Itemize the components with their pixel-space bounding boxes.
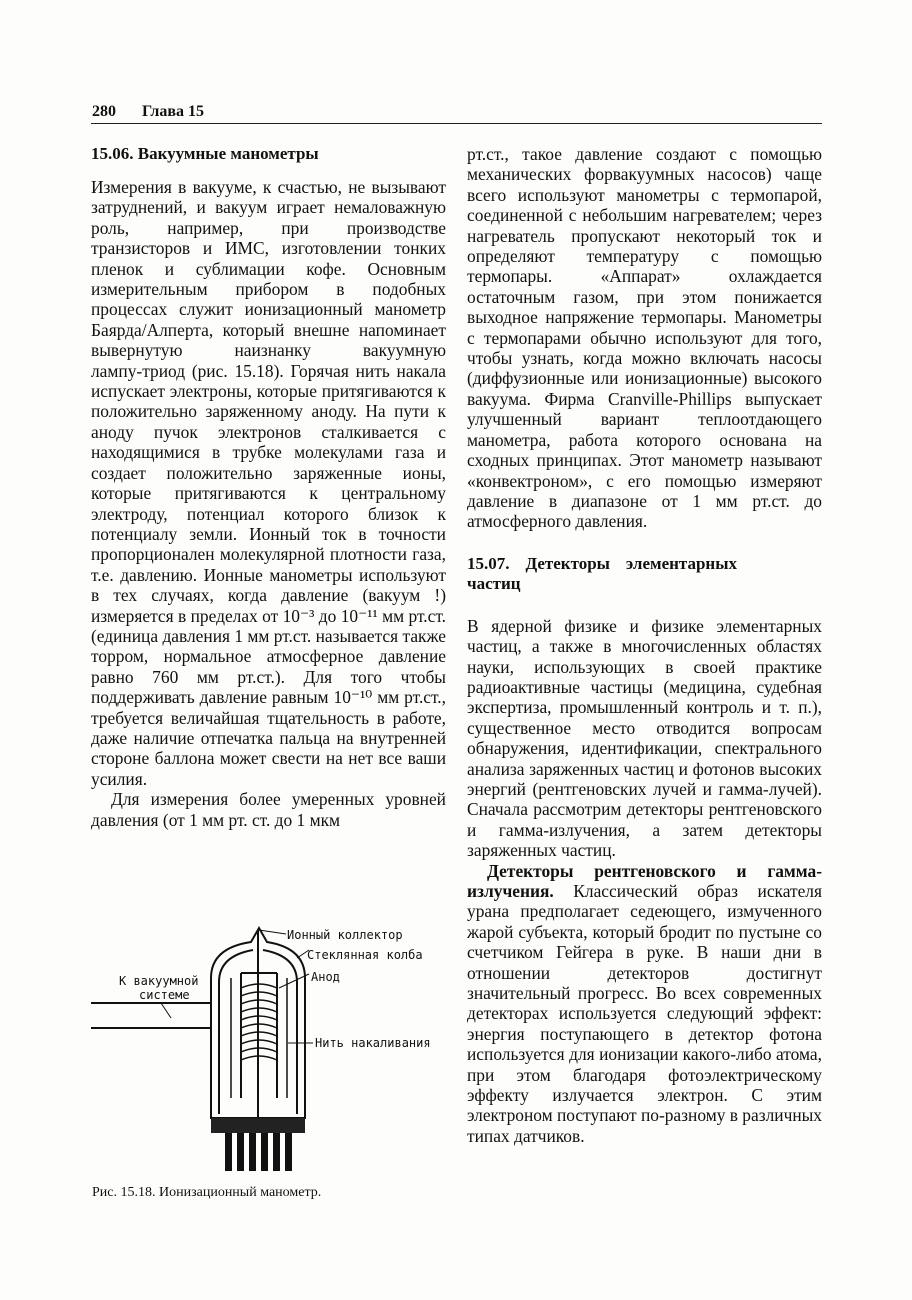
paragraph-thermocouple: рт.ст., такое давление создают с помощью механических форвакуумных насосов) чаще всего используют манометры с термопарой, соединенной с небольшим нагревателем; через нагреватель пропускают некоторый ток и определяют температуру с помощью термопары. «Аппарат» охлаждается остаточным газом, при этом понижается выходное напряжение термопары. Манометры с термопарами обычно используют для того, чтобы узнать, когда можно включать насосы (диффузионные или ионизационные) высокого вакуума. Фирма Cranville-Phillips выпускает улучшенный вариант теплоотдающего манометра, работа которого основана на сходных принципах. Этот манометр называют «конвектроном», с его помощью измеряют давление в диапазоне от 1 мм рт.ст. до атмосферного давления. <box>467 144 822 532</box>
label-anode: Анод <box>311 970 340 984</box>
left-column <box>91 144 446 830</box>
right-column <box>467 144 822 1146</box>
subheading-xray-gamma: Детекторы рентгеновского и гамма-излучения. <box>467 860 822 901</box>
label-glass-bulb: Стеклянная колба <box>307 948 423 962</box>
figure-ion-gauge <box>91 918 451 1178</box>
figure-caption: Рис. 15.18. Ионизационный манометр. <box>92 1185 322 1200</box>
label-vacuum-system-2: системе <box>139 988 190 1002</box>
paragraph-vacuum-intro: Измерения в вакууме, к счастью, не вызывают затруднений, и вакуум играет немаловажную роль, например, при производстве транзисторов и ИМС, изготовлении тонких пленок и сублимации кофе. Основным измерительным прибором в подобных процессах служит ионизационный манометр Баярда/Алперта, который внешне напоминает вывернутую наизнанку вакуумную лампу‑триод (рис. 15.18). Горячая нить накала испускает электроны, которые притягиваются к положительно заряженному аноду. На пути к аноду пучок электронов сталкивается с находящимися в трубке молекулами газа и создает положительно заряженные ионы, которые притягиваются к центральному электроду, потенциал которого близок к потенциалу земли. Ионный ток в точности пропорционален молекулярной плотности газа, т.е. давлению. Ионные манометры используют в тех случаях, когда давление (вакуум !) измеряется в пределах от 10⁻³ до 10⁻¹¹ мм рт.ст. (единица давления 1 мм рт.ст. называется также торром, нормальное атмосферное давление равно 760 мм рт.ст.). Для того чтобы поддерживать давление равным 10⁻¹⁰ мм рт.ст., требуется величайшая тщательность в работе, даже наличие отпечатка пальца на внутренней стороне баллона может свести на нет все ваши усилия. <box>91 177 446 789</box>
paragraph-xray-body: Классический образ искателя урана предполагает седеющего, измученного жарой субъекта, который бродит по пустыне со счетчиком Гейгера в руке. В наши дни в отношении детекторов достигнут значительный прогресс. Во всех современных детекторах используется следующий эффект: энергия поступающего в детектор фотона используется для ионизации какого-либо атома, при этом благодаря фотоэлектрическому эффекту излучается электрон. С этим электроном поступают по-разному в различных типах датчиков. <box>467 881 823 1146</box>
label-vacuum-system-1: К вакуумной <box>119 974 199 988</box>
chapter-title: Глава 15 <box>142 103 204 120</box>
section-heading-particle-detectors: 15.07. Детекторы элементарных частиц <box>467 553 737 593</box>
page-header <box>91 103 822 124</box>
section-heading-vacuum: 15.06. Вакуумные манометры <box>91 144 319 163</box>
label-ion-collector: Ионный коллектор <box>287 928 403 942</box>
paragraph-moderate-pressure: Для измерения более умеренных уровней давления (от 1 мм рт. ст. до 1 мкм <box>91 789 446 830</box>
label-filament: Нить накаливания <box>315 1036 431 1050</box>
paragraph-particle-intro: В ядерной физике и физике элементарных частиц, а также в многочисленных областях науки, использующих в своей практике радиоактивные частицы (медицина, судебная экспертиза, промышленный контроль и т. п.), существенное место отводится вопросам обнаружения, идентификации, спектрального анализа заряженных частиц и фотонов высоких энергий (рентгеновских лучей и гамма-лучей). Сначала рассмотрим детекторы рентгеновского и гамма-излучения, а затем детекторы заряженных частиц. <box>467 615 822 861</box>
paragraph-xray-detectors <box>467 861 822 1147</box>
page-number: 280 <box>92 103 116 120</box>
